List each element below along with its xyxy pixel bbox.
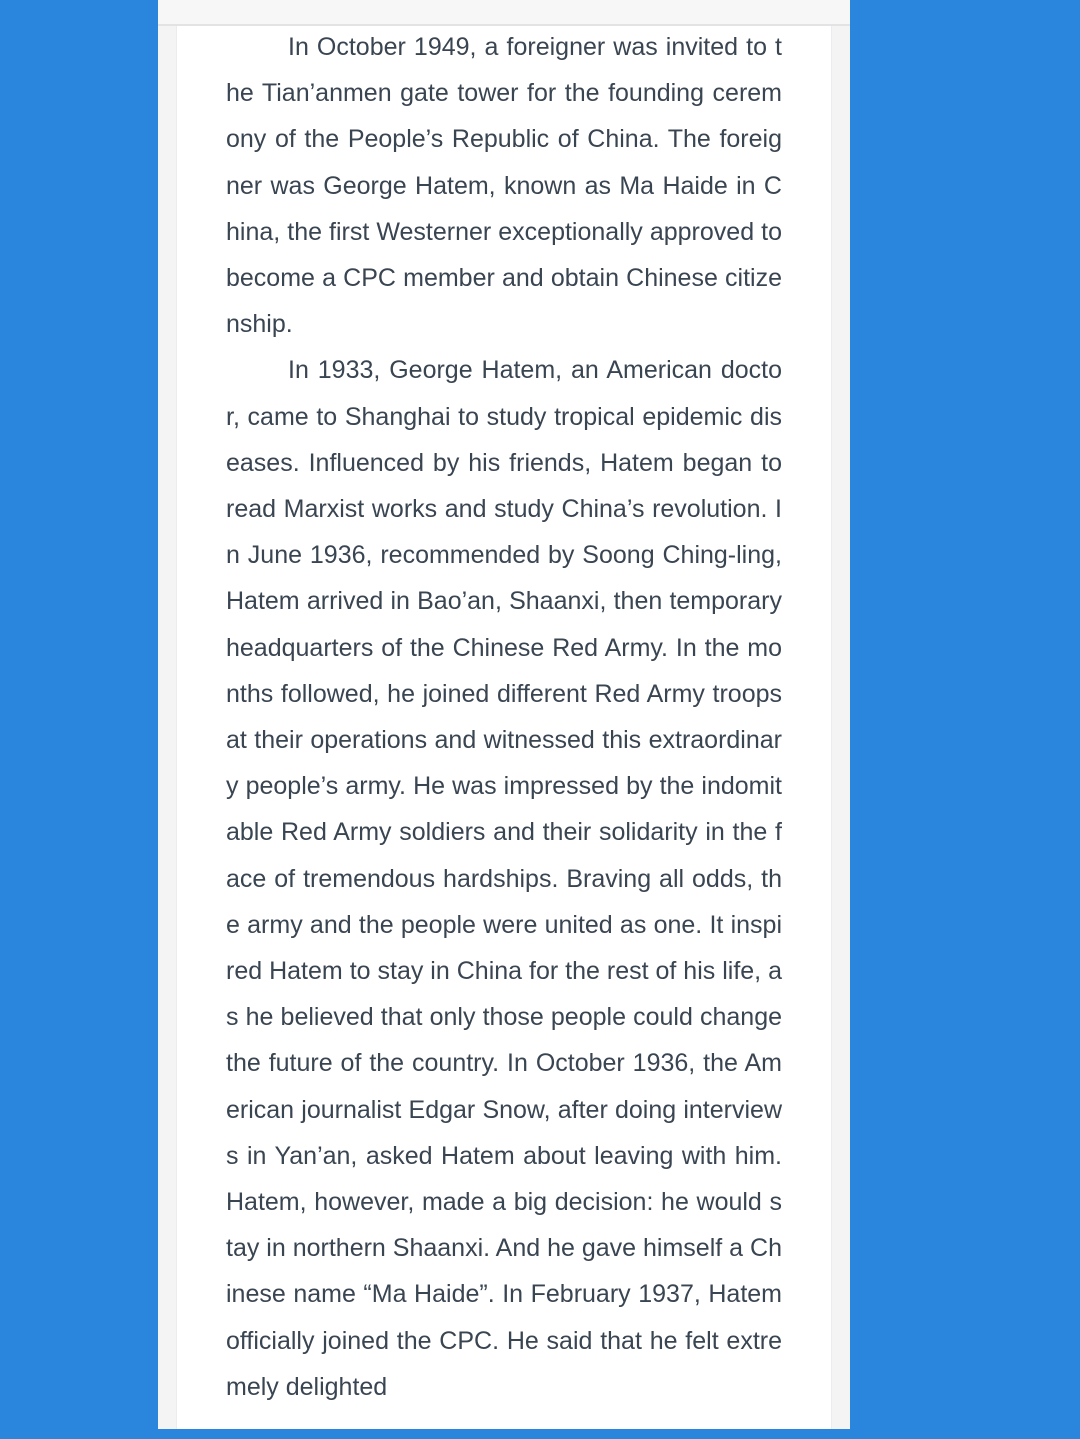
reader-viewport[interactable]	[158, 0, 850, 1429]
document-page[interactable]	[176, 26, 832, 1429]
paragraph-1: In October 1949, a foreigner was invited to the Tian’anmen gate tower for the founding ceremony of the People’s Republic of China. The foreigner was George Hatem, known as Ma Haide in China, the first Westerner exceptionally approved to become a CPC member and obtain Chinese citizenship.	[226, 33, 782, 339]
top-bar	[158, 0, 850, 26]
paragraph-2: In 1933, George Hatem, an American doctor, came to Shanghai to study tropical epidemic diseases. Influenced by his friends, Hatem began to read Marxist works and study China’s revolution. In June 1936, recommended by Soong Ching-ling, Hatem arrived in Bao’an, Shaanxi, then temporary headquarters of the Chinese Red Army. In the months followed, he joined different Red Army troops at their operations and witnessed this extraordinary people’s army. He was impressed by the indomitable Red Army soldiers and their solidarity in the face of tremendous hardships. Braving all odds, the army and the people were united as one. It inspired Hatem to stay in China for the rest of his life, as he believed that only those people could change the future of the country. In October 1936, the American journalist Edgar Snow, after doing interviews in Yan’an, asked Hatem about leaving with him. Hatem, however, made a big decision: he would stay in northern Shaanxi. And he gave himself a Chinese name “Ma Haide”. In February 1937, Hatem officially joined the CPC. He said that he felt extremely delighted	[226, 356, 782, 1401]
article-body	[226, 26, 782, 1410]
